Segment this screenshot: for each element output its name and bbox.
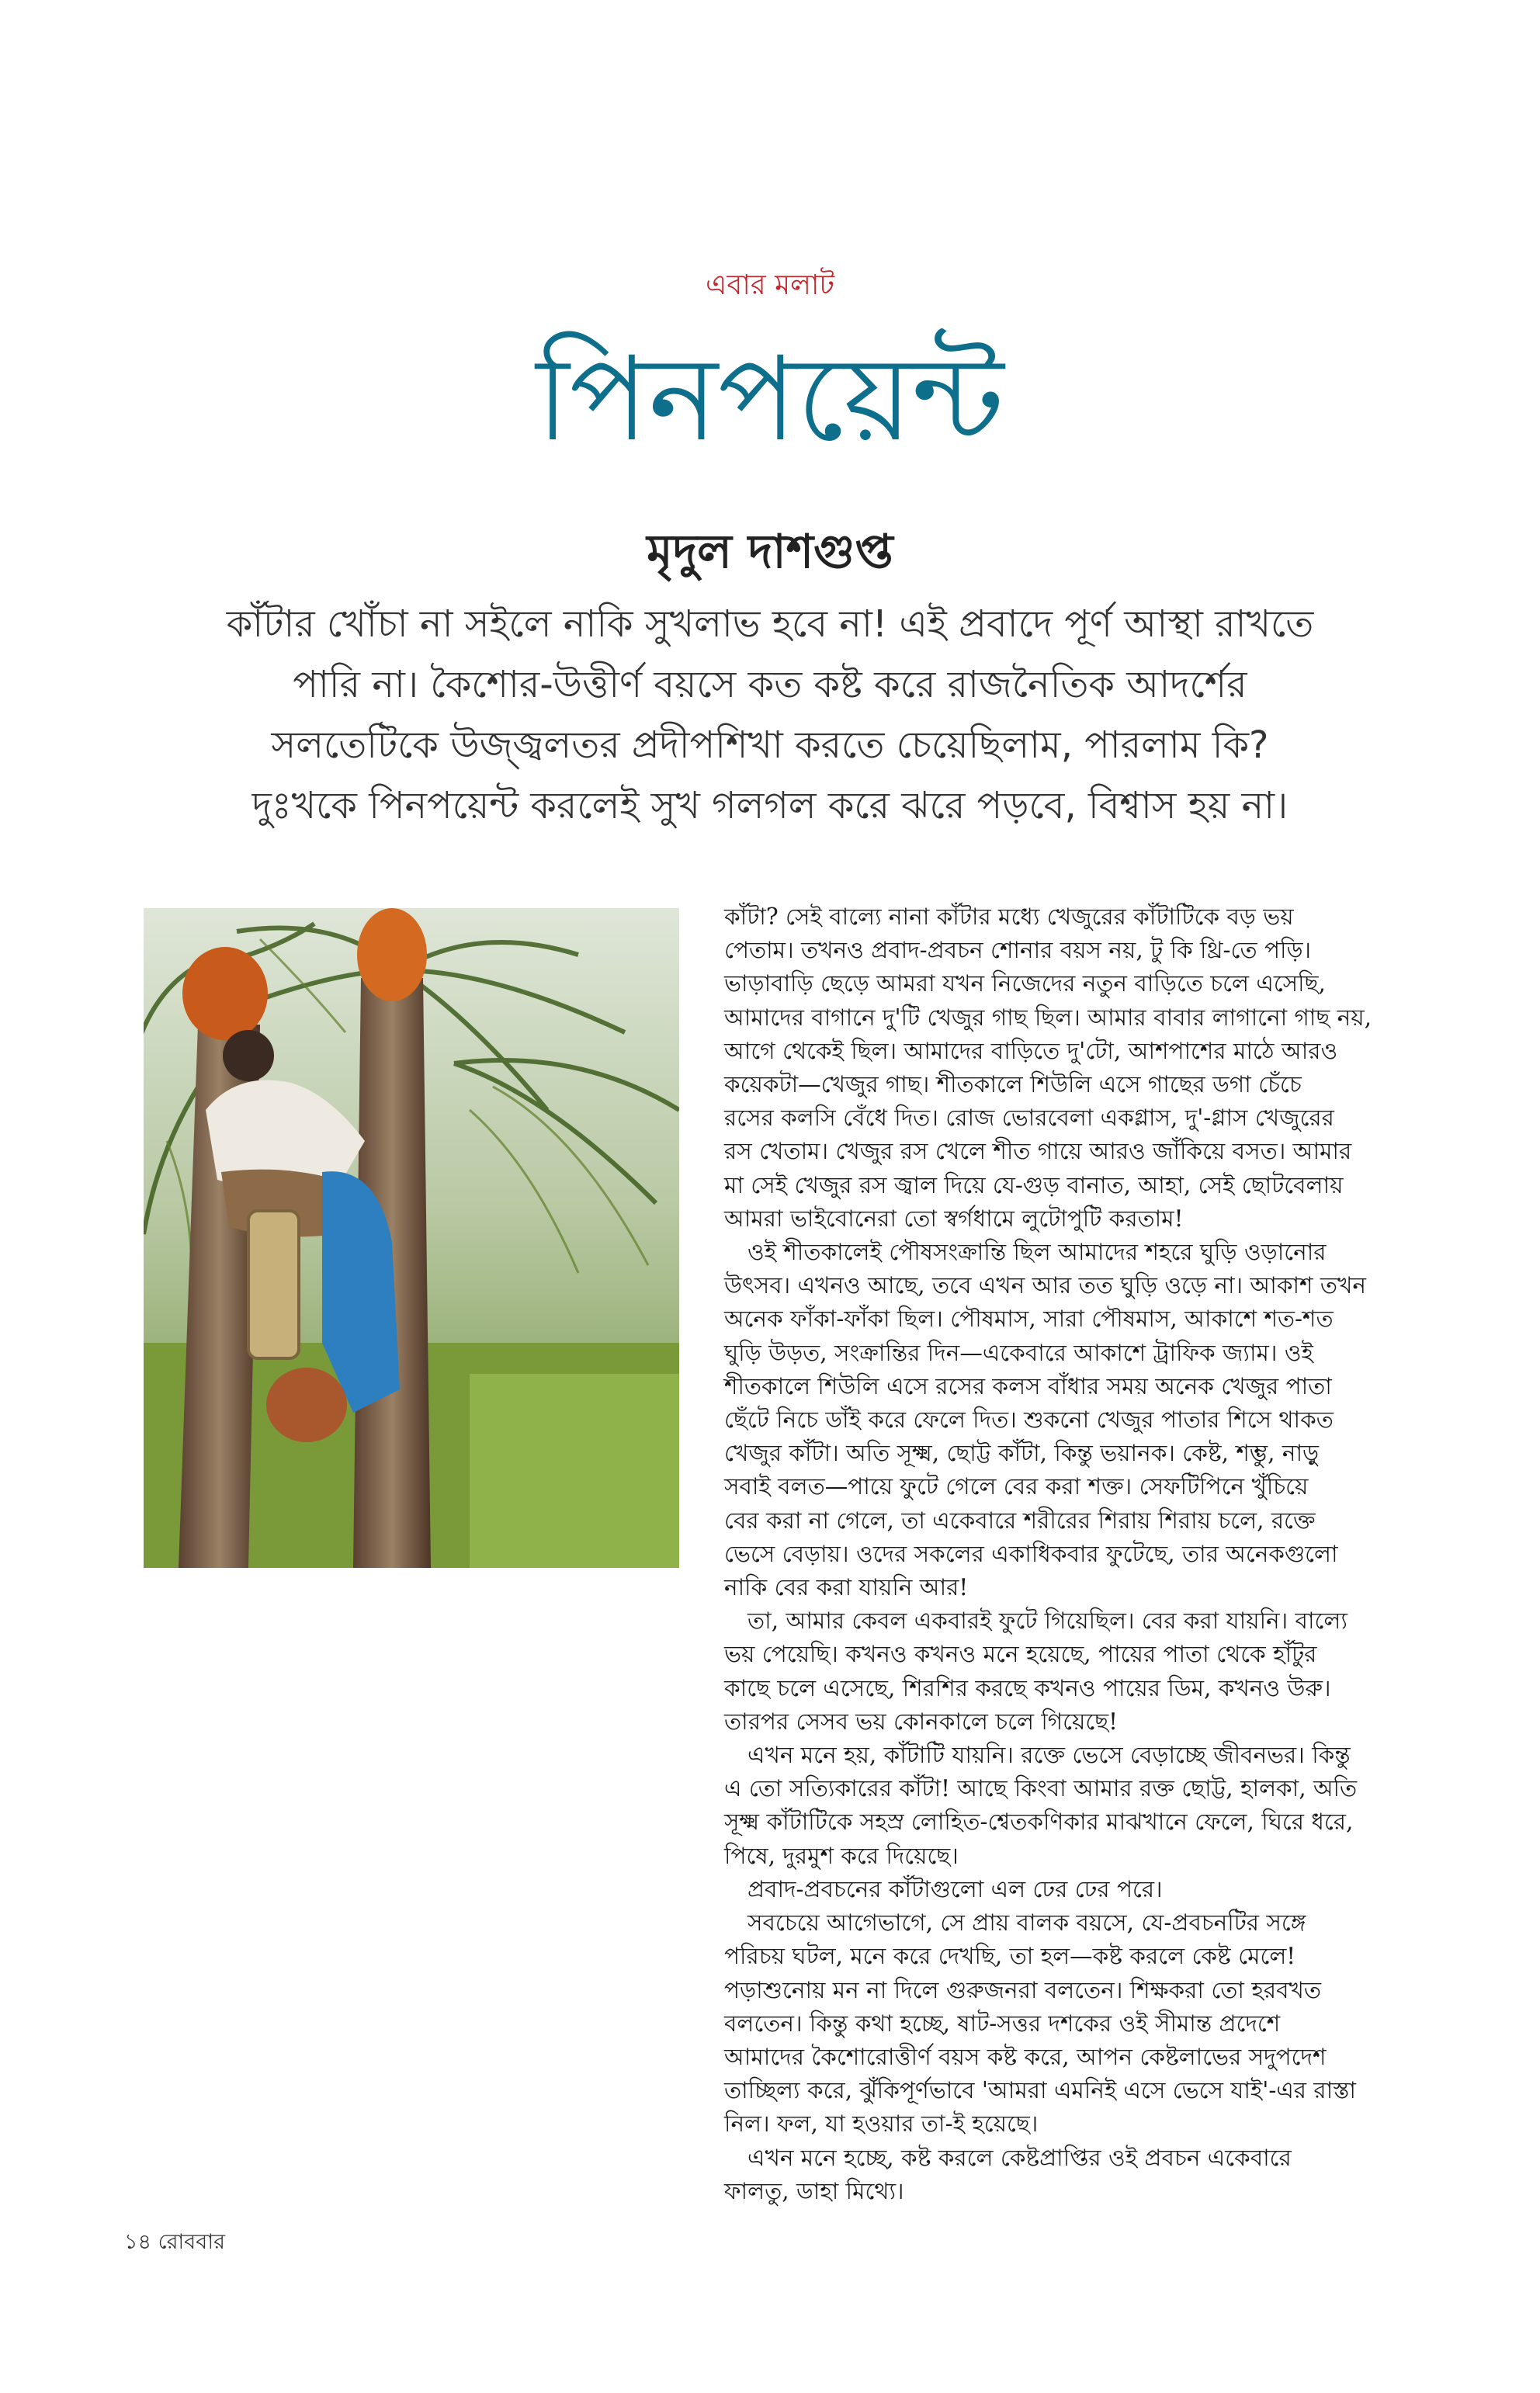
body-line: ভেসে বেড়ায়। ওদের সকলের একাধিকবার ফুটেছে, তার অনেকগুলো bbox=[724, 1540, 1338, 1567]
page-folio: ১৪ রোববার bbox=[124, 2230, 225, 2254]
article-body bbox=[724, 900, 1376, 2208]
body-line: উৎসব। এখনও আছে, তবে এখন আর তত ঘুড়ি ওড়ে না। আকাশ তখন bbox=[724, 1272, 1366, 1299]
body-line: এ তো সত্যিকারের কাঁটা! আছে কিংবা আমার রক্ত ছোট্ট, হালকা, অতি bbox=[724, 1775, 1358, 1802]
body-line: নিল। ফল, যা হওয়ার তা-ই হয়েছে। bbox=[724, 2110, 1039, 2138]
body-line: ছেঁটে নিচে ডাঁই করে ফেলে দিত। শুকনো খেজুর পাতার শিসে থাকত bbox=[724, 1406, 1334, 1434]
standfirst-line: দুঃখকে পিনপয়েন্ট করলেই সুখ গলগল করে ঝরে পড়বে, বিশ্বাস হয় না। bbox=[251, 784, 1289, 827]
body-line: পিষে, দুরমুশ করে দিয়েছে। bbox=[724, 1842, 959, 1869]
body-line: আমরা ভাইবোনেরা তো স্বর্গধামে লুটোপুটি করতাম! bbox=[724, 1205, 1184, 1232]
body-line: রস খেতাম। খেজুর রস খেলে শীত গায়ে আরও জাঁকিয়ে বসত। আমার bbox=[724, 1138, 1352, 1165]
body-line: পড়াশুনোয় মন না দিলে গুরুজনরা বলতেন। শিক্ষকরা তো হরবখত bbox=[724, 1976, 1322, 2003]
body-line: পরিচয় ঘটল, মনে করে দেখছি, তা হল—কষ্ট করলে কেষ্ট মেলে! bbox=[724, 1943, 1296, 1970]
body-line: নাকি বের করা যায়নি আর! bbox=[724, 1574, 969, 1601]
body-line: ফালতু, ডাহা মিথ্যে। bbox=[724, 2177, 904, 2204]
body-line: ভাড়াবাড়ি ছেড়ে আমরা যখন নিজেদের নতুন বাড়িতে চলে এসেছি, bbox=[724, 970, 1326, 997]
body-line: কাঁটা? সেই বাল্যে নানা কাঁটার মধ্যে খেজুরের কাঁটাটিকে বড় ভয় bbox=[724, 903, 1294, 930]
body-line: ওই শীতকালেই পৌষসংক্রান্তি ছিল আমাদের শহরে ঘুড়ি ওড়ানোর bbox=[747, 1239, 1327, 1266]
standfirst-line: সলতেটিকে উজ্জ্বলতর প্রদীপশিখা করতে চেয়েছিলাম, পারলাম কি? bbox=[271, 723, 1269, 767]
body-line: সূক্ষ্ম কাঁটাটিকে সহস্র লোহিত-শ্বেতকণিকার মাঝখানে ফেলে, ঘিরে ধরে, bbox=[724, 1809, 1354, 1836]
body-line: ভয় পেয়েছি। কখনও কখনও মনে হয়েছে, পায়ের পাতা থেকে হাঁটুর bbox=[724, 1641, 1317, 1668]
body-line: খেজুর কাঁটা। অতি সূক্ষ্ম, ছোট্ট কাঁটা, কিন্তু ভয়ানক। কেষ্ট, শম্ভু, নাড়ু bbox=[724, 1440, 1320, 1467]
body-line: তা, আমার কেবল একবারই ফুটে গিয়েছিল। বের করা যায়নি। বাল্যে bbox=[747, 1607, 1348, 1635]
body-line: সবচেয়ে আগেভাগে, সে প্রায় বালক বয়সে, যে-প্রবচনটির সঙ্গে bbox=[747, 1909, 1306, 1937]
standfirst-line: পারি না। কৈশোর-উত্তীর্ণ বয়সে কত কষ্ট করে রাজনৈতিক আদর্শের bbox=[293, 663, 1247, 706]
standfirst bbox=[124, 594, 1416, 836]
article-title: পিনপয়েন্ট bbox=[536, 332, 1004, 467]
body-line: আমাদের কৈশোরোত্তীর্ণ বয়স কষ্ট করে, আপন কেষ্টলাভের সদুপদেশ bbox=[724, 2043, 1327, 2070]
body-line: আগে থেকেই ছিল। আমাদের বাড়িতে দু'টো, আশপাশের মাঠে আরও bbox=[724, 1037, 1338, 1064]
date-palm-tapper-photo bbox=[144, 908, 679, 1568]
body-line: প্রবাদ-প্রবচনের কাঁটাগুলো এল ঢের ঢের পরে। bbox=[747, 1875, 1163, 1902]
body-line: বের করা না গেলে, তা একেবারে শরীরের শিরায় শিরায় চলে, রক্তে bbox=[724, 1507, 1316, 1534]
body-line: আমাদের বাগানে দু'টি খেজুর গাছ ছিল। আমার বাবার লাগানো গাছ নয়, bbox=[724, 1004, 1372, 1031]
body-line: ঘুড়ি উড়ত, সংক্রান্তির দিন—একেবারে আকাশে ট্রাফিক জ্যাম। ওই bbox=[724, 1339, 1313, 1366]
body-line: তাচ্ছিল্য করে, ঝুঁকিপূর্ণভাবে 'আমরা এমনিই এসে ভেসে যাই'-এর রাস্তা bbox=[724, 2077, 1356, 2104]
section-kicker: এবার মলাট bbox=[706, 269, 834, 301]
body-line: এখন মনে হচ্ছে, কষ্ট করলে কেষ্টপ্রাপ্তির ওই প্রবচন একেবারে bbox=[747, 2144, 1292, 2171]
body-line: শীতকালে শিউলি এসে রসের কলস বাঁধার সময় অনেক খেজুর পাতা bbox=[724, 1372, 1332, 1399]
body-line: অনেক ফাঁকা-ফাঁকা ছিল। পৌষমাস, সারা পৌষমাস, আকাশে শত-শত bbox=[724, 1306, 1334, 1333]
body-line: সবাই বলত—পায়ে ফুটে গেলে বের করা শক্ত। সেফটিপিনে খুঁচিয়ে bbox=[724, 1473, 1309, 1500]
body-line: কাছে চলে এসেছে, শিরশির করছে কখনও পায়ের ডিম, কখনও উরু। bbox=[724, 1674, 1331, 1701]
body-line: কয়েকটা—খেজুর গাছ। শীতকালে শিউলি এসে গাছের ডগা চেঁচে bbox=[724, 1071, 1302, 1098]
author-byline: মৃদুল দাশগুপ্ত bbox=[647, 525, 893, 579]
body-line: বলতেন। কিন্তু কথা হচ্ছে, ষাট-সত্তর দশকের ওই সীমান্ত প্রদেশে bbox=[724, 2010, 1281, 2037]
standfirst-line: কাঁটার খোঁচা না সইলে নাকি সুখলাভ হবে না! এই প্রবাদে পূর্ণ আস্থা রাখতে bbox=[226, 602, 1314, 646]
body-line: রসের কলসি বেঁধে দিত। রোজ ভোরবেলা একগ্লাস, দু'-গ্লাস খেজুরের bbox=[724, 1105, 1334, 1132]
body-line: মা সেই খেজুর রস জ্বাল দিয়ে যে-গুড় বানাত, আহা, সেই ছোটবেলায় bbox=[724, 1171, 1344, 1198]
body-line: তারপর সেসব ভয় কোনকালে চলে গিয়েছে! bbox=[724, 1708, 1118, 1735]
body-line: পেতাম। তখনও প্রবাদ-প্রবচন শোনার বয়স নয়, টু কি থ্রি-তে পড়ি। bbox=[724, 937, 1312, 964]
body-line: এখন মনে হয়, কাঁটাটি যায়নি। রক্তে ভেসে বেড়াচ্ছে জীবনভর। কিন্তু bbox=[747, 1742, 1351, 1769]
